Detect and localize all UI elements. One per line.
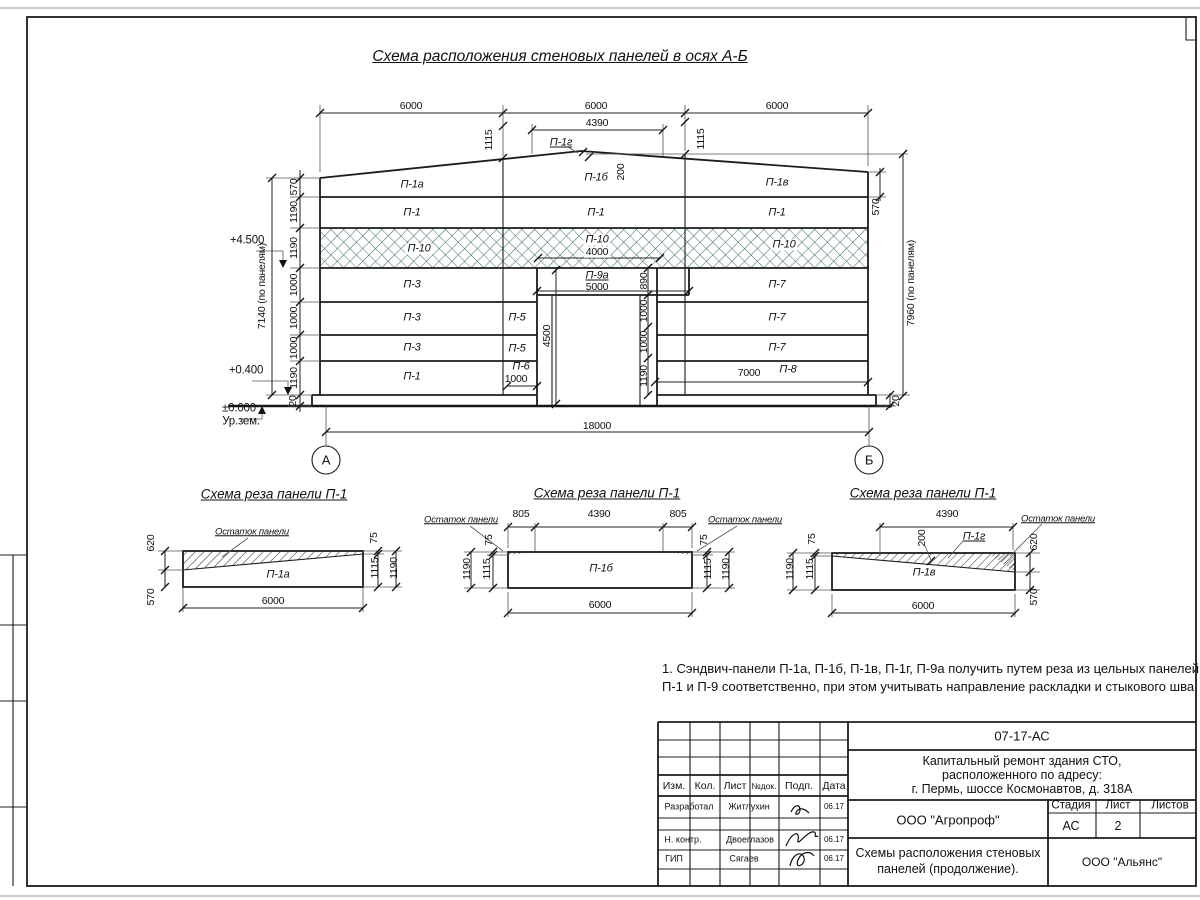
row2-name: Двоеглазов [726, 834, 774, 845]
dim-4000: 4000 [585, 245, 609, 258]
dim-1000-jamb1: 1000 [637, 299, 650, 323]
s3-p1v: П-1в [912, 566, 936, 579]
panel-p1-r2b: П-1 [587, 206, 605, 219]
s1-6000: 6000 [261, 594, 285, 607]
doc-title-line-1: Схемы расположения стеновых [855, 845, 1041, 860]
panel-p7-1: П-7 [768, 278, 786, 291]
s1-1115: 1115 [368, 557, 381, 579]
s2-4390: 4390 [587, 507, 611, 520]
note [662, 660, 1200, 696]
org-name: ООО "Агропроф" [896, 812, 1000, 828]
axis-a: А [321, 452, 331, 468]
col-izm: Изм. [662, 779, 686, 792]
panel-p6: П-6 [512, 360, 530, 373]
s2-ostatok-r: Остаток панели [708, 514, 782, 526]
panel-p8: П-8 [779, 363, 797, 376]
s3-75: 75 [805, 533, 818, 545]
scheme2-title: Схема реза панели П-1 [533, 485, 681, 501]
dim-1190-jamb: 1190 [637, 365, 650, 387]
s2-1190-l: 1190 [460, 558, 473, 580]
col-list: Лист [723, 779, 747, 792]
panel-p7-2: П-7 [768, 311, 786, 324]
sheet-number: 2 [1114, 818, 1122, 833]
dim-1000-l1: 1000 [287, 273, 300, 297]
panel-p10-b: П-10 [585, 233, 609, 246]
s3-200: 200 [915, 529, 928, 547]
col-podp: Подп. [785, 779, 813, 792]
sheet-header: Лист [1105, 799, 1131, 812]
row3-name: Сягаев [729, 853, 759, 864]
dim-1190-l3: 1190 [287, 367, 300, 389]
col-data: Дата [822, 779, 846, 792]
dim-4390-top: 4390 [585, 116, 609, 129]
dim-200-ridge: 200 [614, 163, 627, 181]
row1-role: Разработал [664, 801, 714, 812]
s2-6000: 6000 [588, 598, 612, 611]
s3-p1g: П-1г [962, 530, 986, 543]
dim-1190-l1: 1190 [287, 201, 300, 223]
panel-p5-2: П-5 [508, 342, 526, 355]
dim-20-right: 20 [889, 395, 902, 407]
panel-p9a: П-9а [585, 269, 609, 282]
dim-890-jamb: 890 [637, 272, 650, 290]
project-line-2: расположенного по адресу: [942, 767, 1102, 782]
s2-75-r: 75 [697, 534, 710, 546]
signature-gip [790, 853, 814, 866]
dim-1190-l2: 1190 [287, 237, 300, 259]
s3-4390: 4390 [935, 507, 959, 520]
s2-1115-r: 1115 [701, 558, 714, 580]
dim-span-1: 6000 [399, 99, 423, 112]
dim-1115-right: 1115 [694, 128, 707, 150]
s1-ostatok: Остаток панели [215, 526, 289, 538]
level-0000: ±0.000 [222, 402, 256, 415]
panel-p1g-callout: П-1г [549, 136, 573, 149]
s1-p1a: П-1а [266, 568, 290, 581]
dim-1000-l2: 1000 [287, 306, 300, 330]
panel-p10-a: П-10 [407, 242, 431, 255]
dim-span-2: 6000 [584, 99, 608, 112]
project-line-1: Капитальный ремонт здания СТО, [922, 753, 1122, 768]
panel-p3-2: П-3 [403, 311, 421, 324]
panel-p3-1: П-3 [403, 278, 421, 291]
signature-razrabotal [791, 806, 809, 815]
s2-805-r: 805 [669, 507, 687, 520]
s3-1190: 1190 [783, 558, 796, 580]
main-title: Схема расположения стеновых панелей в осях А-Б [372, 48, 748, 65]
s3-6000: 6000 [911, 599, 935, 612]
signature-nkontr [786, 832, 818, 846]
panel-p1v: П-1в [765, 176, 789, 189]
stage-value: АС [1062, 818, 1080, 833]
panel-p1b: П-1б [584, 171, 608, 184]
elevation-lines [228, 151, 892, 474]
s3-1115: 1115 [803, 558, 816, 580]
row2-date: 06.17 [823, 835, 845, 844]
dim-7960-total: 7960 (по панелям) [904, 239, 917, 327]
dim-570-right: 570 [869, 198, 882, 216]
row2-role: Н. контр. [664, 834, 702, 845]
s1-570: 570 [144, 588, 157, 606]
doc-code: 07-17-АС [994, 728, 1050, 744]
panel-p1a: П-1а [400, 178, 424, 191]
s1-620: 620 [144, 534, 157, 552]
axis-b: Б [864, 452, 874, 468]
dim-20-left: 20 [286, 395, 299, 407]
s1-1190: 1190 [387, 557, 400, 579]
row1-date: 06.17 [823, 802, 845, 811]
panel-p7-3: П-7 [768, 341, 786, 354]
row3-date: 06.17 [823, 854, 845, 863]
dim-1000-p6: 1000 [504, 372, 528, 385]
note-line-2: П-1 и П-9 соответственно, при этом учитывать направление раскладки и стыкового шва. [662, 679, 1198, 695]
panel-p3-3: П-3 [403, 341, 421, 354]
dim-570-left: 570 [287, 178, 300, 196]
level-0400: +0.400 [228, 364, 264, 377]
dim-5000: 5000 [585, 280, 609, 293]
panel-p10-c: П-10 [772, 238, 796, 251]
sheets-header: Листов [1151, 799, 1189, 812]
s2-1190-r: 1190 [719, 558, 732, 580]
dim-1000-jamb2: 1000 [637, 330, 650, 354]
s1-75: 75 [367, 532, 380, 544]
dim-18000: 18000 [582, 419, 612, 432]
row3-role: ГИП [665, 853, 683, 864]
s2-75-l: 75 [482, 534, 495, 546]
col-ndok: №док. [751, 780, 777, 791]
stage-header: Стадия [1051, 799, 1091, 812]
dim-7140-total: 7140 (по панелям) [255, 242, 268, 330]
panel-p1-r2c: П-1 [768, 206, 786, 219]
doc-title-line-2: панелей (продолжение). [877, 861, 1019, 876]
scheme1-title: Схема реза панели П-1 [200, 486, 348, 502]
s2-1115-l: 1115 [480, 558, 493, 580]
scheme3-title: Схема реза панели П-1 [849, 485, 997, 501]
s3-ostatok: Остаток панели [1021, 513, 1095, 525]
s2-ostatok-l: Остаток панели [424, 514, 498, 526]
note-line-1: 1. Сэндвич-панели П-1а, П-1б, П-1в, П-1г, П-9а получить путем реза из цельных панелей [662, 661, 1199, 676]
s3-620: 620 [1027, 533, 1040, 551]
s2-p1b: П-1б [589, 562, 613, 575]
s3-570: 570 [1027, 588, 1040, 606]
panel-p1-r2a: П-1 [403, 206, 421, 219]
project-line-3: г. Пермь, шоссе Космонавтов, д. 318А [911, 781, 1133, 796]
s2-805-l: 805 [512, 507, 530, 520]
dim-7000: 7000 [737, 366, 761, 379]
dim-1115-left: 1115 [482, 129, 495, 151]
dim-span-3: 6000 [765, 99, 789, 112]
level-ground: Ур.зем. [222, 415, 260, 428]
dim-4500-door: 4500 [540, 324, 553, 348]
dim-1000-l3: 1000 [287, 336, 300, 360]
firm-name: ООО "Альянс" [1081, 855, 1163, 869]
row1-name: Житлухин [728, 801, 770, 812]
panel-p5-1: П-5 [508, 311, 526, 324]
panel-p1-bottom: П-1 [403, 370, 421, 383]
col-kol: Кол. [694, 779, 716, 792]
level-4500: +4.500 [229, 234, 265, 247]
